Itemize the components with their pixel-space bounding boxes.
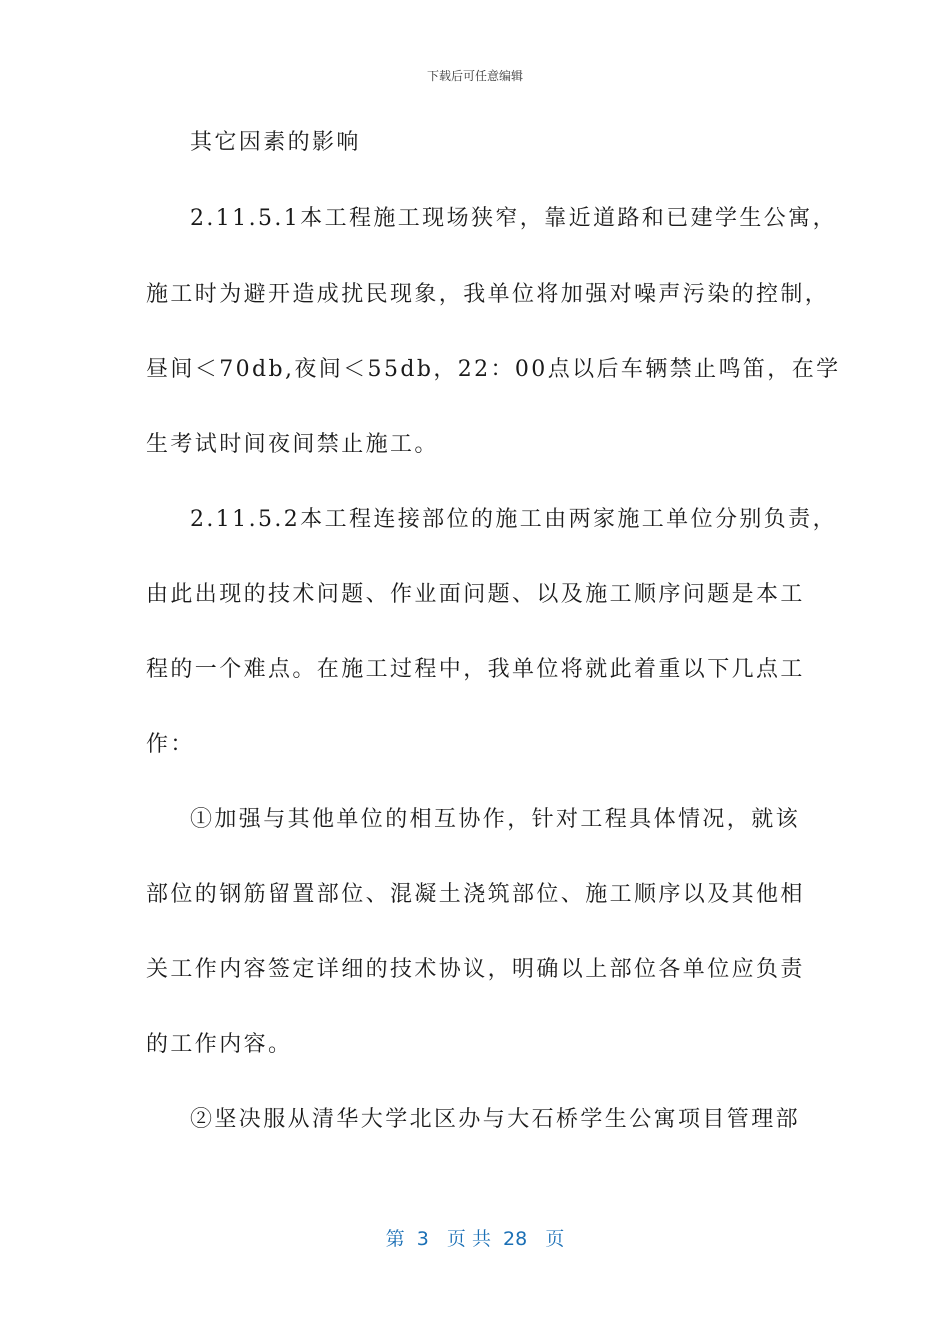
paragraph-line: 生考试时间夜间禁止施工。 (146, 432, 439, 457)
paragraph-line: 部位的钢筋留置部位、混凝土浇筑部位、施工顺序以及其他相 (146, 882, 805, 907)
paragraph-line: 施工时为避开造成扰民现象，我单位将加强对噪声污染的控制， (146, 282, 830, 307)
page-number: 第 3 页 共 28 页 (385, 1228, 565, 1250)
paragraph-line: 程的一个难点。在施工过程中，我单位将就此着重以下几点工 (146, 657, 805, 682)
paragraph-line: 昼间＜70db,夜间＜55db，22：00点以后车辆禁止鸣笛，在学 (146, 357, 841, 382)
list-item-line: ①加强与其他单位的相互协作，针对工程具体情况，就该 (190, 807, 801, 832)
paragraph-line: 的工作内容。 (146, 1032, 293, 1057)
section-heading: 其它因素的影响 (190, 130, 361, 155)
paragraph-line: 2.11.5.1本工程施工现场狭窄，靠近道路和已建学生公寓， (190, 206, 837, 231)
paragraph-line: 关工作内容签定详细的技术协议，明确以上部位各单位应负责 (146, 957, 805, 982)
paragraph-line: 2.11.5.2本工程连接部位的施工由两家施工单位分别负责， (190, 507, 837, 532)
list-item-line: ②坚决服从清华大学北区办与大石桥学生公寓项目管理部 (190, 1107, 801, 1132)
page-header: 下载后可任意编辑 (426, 69, 523, 83)
paragraph-line: 作： (146, 732, 195, 757)
paragraph-line: 由此出现的技术问题、作业面问题、以及施工顺序问题是本工 (146, 582, 805, 607)
